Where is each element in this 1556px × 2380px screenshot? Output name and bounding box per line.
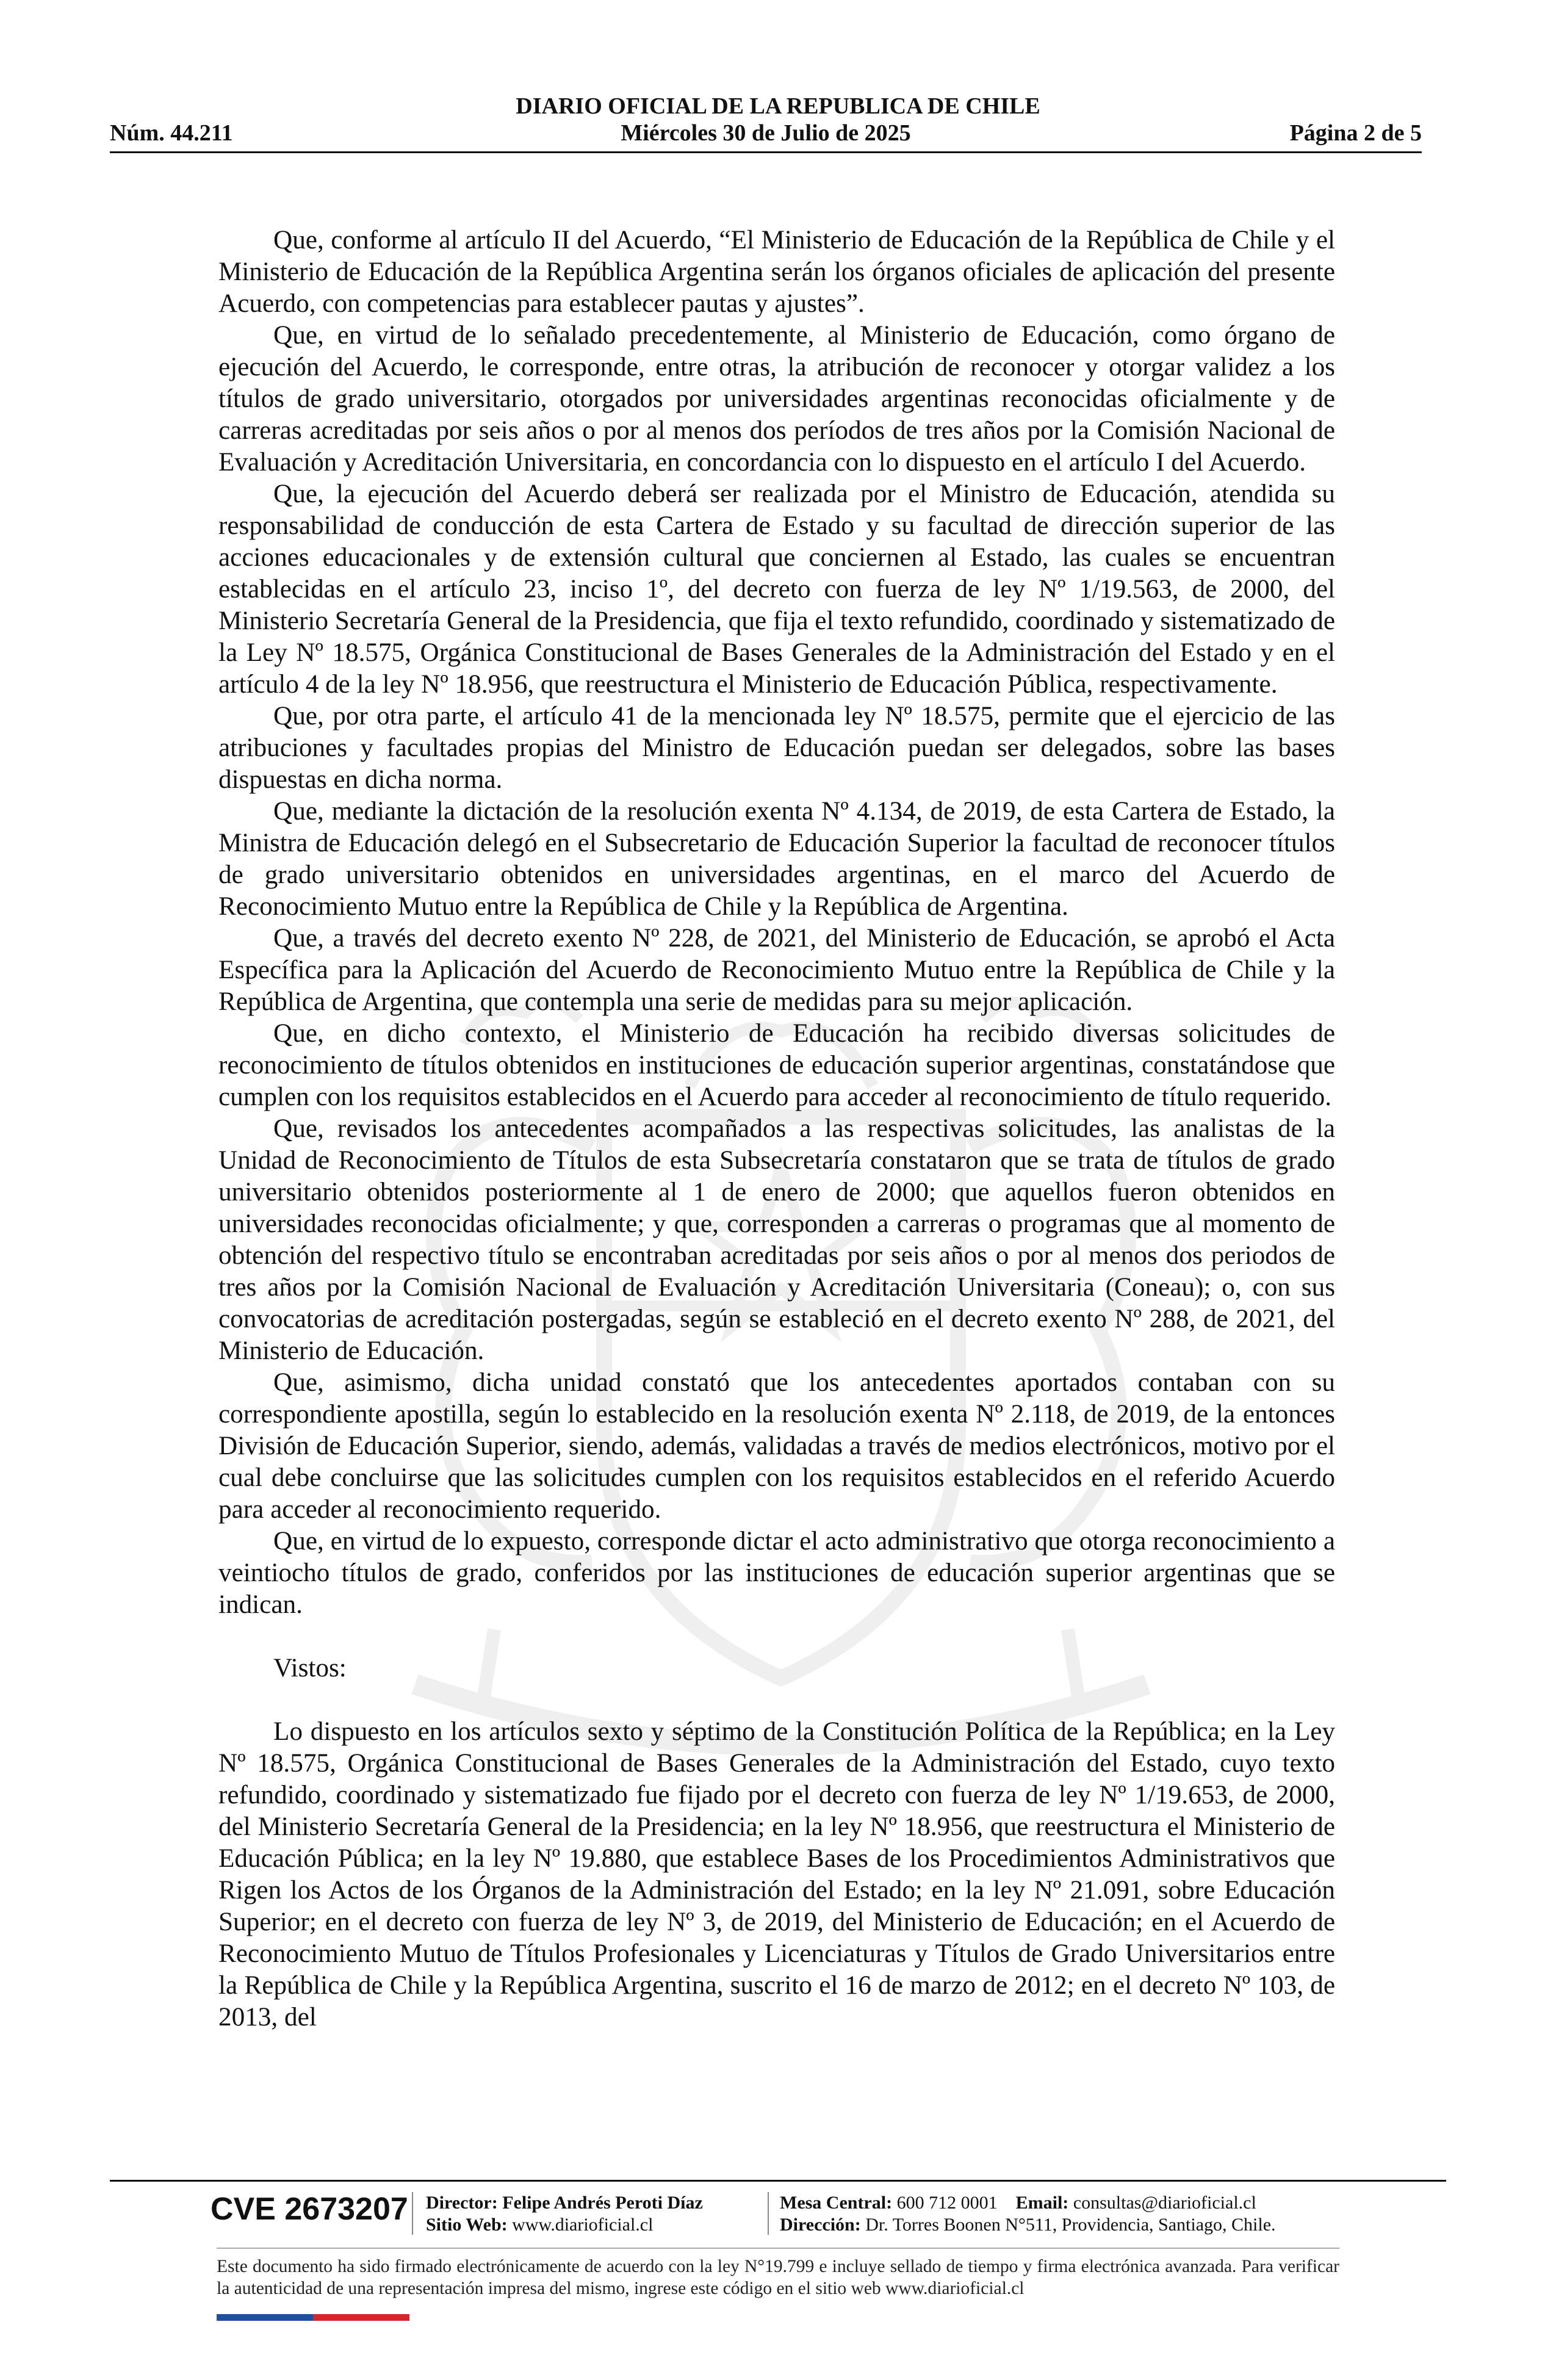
- paragraph: Que, mediante la dictación de la resolución exenta Nº 4.134, de 2019, de esta Cartera de Estado, la Ministra de Educación delegó en el Subsecretario de Educación Superior la facultad de reconocer títulos de grado universitario obtenidos en universidades argentinas, en el marco del Acuerdo de Reconocimiento Mutuo entre la República de Chile y la República de Argentina.: [218, 797, 1335, 921]
- footer-publisher-info: [426, 2192, 703, 2236]
- paragraph: Que, conforme al artículo II del Acuerdo, “El Ministerio de Educación de la República de Chile y el Ministerio de Educación de la República Argentina serán los órganos oficiales de aplicación del presente Acuerdo, con competencias para establecer pautas y ajustes”.: [218, 226, 1335, 318]
- issue-date: Miércoles 30 de Julio de 2025: [621, 120, 911, 146]
- footer-divider: [110, 2180, 1446, 2182]
- newspaper-title: DIARIO OFICIAL DE LA REPUBLICA DE CHILE: [516, 93, 1040, 119]
- paragraph: Que, por otra parte, el artículo 41 de la mencionada ley Nº 18.575, permite que el ejercicio de las atribuciones y facultades propias del Ministro de Educación puedan ser delegados, sobre las bases dispuestas en dicha norma.: [218, 702, 1335, 794]
- paragraph: Que, revisados los antecedentes acompañados a las respectivas solicitudes, las analistas de la Unidad de Reconocimiento de Títulos de esta Subsecretaría constataron que se trata de títulos de grado universitario obtenidos posteriormente al 1 de enero de 2000; que aquellos fueron obtenidos en universidades reconocidas oficialmente; y que, corresponden a carreras o programas que al momento de obtención del respectivo título se encontraban acreditadas por seis años o por al menos dos periodos de tres años por la Comisión Nacional de Evaluación y Acreditación Universitaria (Coneau); o, con sus convocatorias de acreditación postergadas, según se estableció en el decreto exento Nº 288, de 2021, del Ministerio de Educación.: [218, 1114, 1335, 1365]
- header-divider: [110, 151, 1422, 153]
- website-link[interactable]: www.diarioficial.cl: [512, 2215, 654, 2235]
- paragraph: Que, en dicho contexto, el Ministerio de Educación ha recibido diversas solicitudes de reconocimiento de títulos obtenidos en instituciones de educación superior argentinas, constatándose que cumplen con los requisitos establecidos en el Acuerdo para acceder al reconocimiento de título requerido.: [218, 1019, 1335, 1111]
- email-label: Email:: [1015, 2193, 1069, 2213]
- director-name: Felipe Andrés Peroti Díaz: [502, 2193, 703, 2213]
- flag-stripe-red: [313, 2314, 409, 2321]
- paragraph: Que, la ejecución del Acuerdo deberá ser realizada por el Ministro de Educación, atendida su responsabilidad de conducción de esta Cartera de Estado y su facultad de dirección superior de las acciones educacionales y de extensión cultural que conciernen al Estado, las cuales se encuentran establecidas en el artículo 23, inciso 1º, del decreto con fuerza de ley Nº 1/19.563, de 2000, del Ministerio Secretaría General de la Presidencia, que fija el texto refundido, coordinado y sistematizado de la Ley Nº 18.575, Orgánica Constitucional de Bases Generales de la Administración del Estado y en el artículo 4 de la ley Nº 18.956, que reestructura el Ministerio de Educación Pública, respectivamente.: [218, 480, 1336, 699]
- signature-note: Este documento ha sido firmado electrónicamente de acuerdo con la ley N°19.799 e incluye sellado de tiempo y firma electrónica avanzada. Para verificar la autenticidad de una representación impresa del mismo, ingrese este código en el sitio web www.diarioficial.cl: [217, 2257, 1339, 2298]
- director-label: Director:: [426, 2193, 498, 2213]
- flag-stripe-blue: [217, 2314, 313, 2321]
- website-label: Sitio Web:: [426, 2215, 508, 2235]
- email-link[interactable]: consultas@diarioficial.cl: [1073, 2193, 1256, 2213]
- page-indicator: Página 2 de 5: [1289, 120, 1422, 146]
- footer-separator: [412, 2192, 413, 2235]
- address-value: Dr. Torres Boonen N°511, Providencia, Santiago, Chile.: [865, 2215, 1276, 2235]
- header-row: [110, 120, 1422, 148]
- paragraph: Que, en virtud de lo expuesto, corresponde dictar el acto administrativo que otorga reconocimiento a veintiocho títulos de grado, conferidos por las instituciones de educación superior argentinas que se indican.: [218, 1527, 1335, 1619]
- document-body: [218, 225, 1335, 2033]
- phone-label: Mesa Central:: [780, 2193, 893, 2213]
- address-label: Dirección:: [780, 2215, 861, 2235]
- phone-number: 600 712 0001: [896, 2193, 998, 2213]
- paragraph: Que, en virtud de lo señalado precedentemente, al Ministerio de Educación, como órgano de ejecución del Acuerdo, le corresponde, entre otras, la atribución de reconocer y otorgar validez a los títulos de grado universitario, otorgados por universidades argentinas reconocidas oficialmente y de carreras acreditadas por seis años o por al menos dos períodos de tres años por la Comisión Nacional de Evaluación y Acreditación Universitaria, en concordancia con lo dispuesto en el artículo I del Acuerdo.: [218, 321, 1335, 477]
- cve-code: CVE 2673207: [211, 2191, 408, 2227]
- paragraph: Que, asimismo, dicha unidad constató que los antecedentes aportados contaban con su correspondiente apostilla, según lo establecido en la resolución exenta Nº 2.118, de 2019, de la entonces División de Educación Superior, siendo, además, validadas a través de medios electrónicos, motivo por el cual debe concluirse que las solicitudes cumplen con los requisitos establecidos en el referido Acuerdo para acceder al reconocimiento requerido.: [218, 1368, 1335, 1524]
- footer-contact-info: [780, 2192, 1276, 2236]
- vistos-paragraph: Lo dispuesto en los artículos sexto y séptimo de la Constitución Política de la República; en la Ley Nº 18.575, Orgánica Constitucional de Bases Generales de la Administración del Estado, cuyo texto refundido, coordinado y sistematizado fue fijado por el decreto con fuerza de ley Nº 1/19.653, de 2000, del Ministerio Secretaría General de la Presidencia; en la ley Nº 18.956, que reestructura el Ministerio de Educación Pública; en la ley Nº 19.880, que establece Bases de los Procedimientos Administrativos que Rigen los Actos de los Órganos de la Administración del Estado; en la ley Nº 21.091, sobre Educación Superior; en el decreto con fuerza de ley Nº 3, de 2019, del Ministerio de Educación; en el Acuerdo de Reconocimiento Mutuo de Títulos Profesionales y Licenciaturas y Títulos de Grado Universitarios entre la República de Chile y la República Argentina, suscrito el 16 de marzo de 2012; en el decreto Nº 103, de 2013, del: [218, 1717, 1335, 2032]
- paragraph: Que, a través del decreto exento Nº 228, de 2021, del Ministerio de Educación, se aprobó el Acta Específica para la Aplicación del Acuerdo de Reconocimiento Mutuo entre la República de Chile y la República de Argentina, que contempla una serie de medidas para su mejor aplicación.: [218, 924, 1335, 1016]
- issue-number: Núm. 44.211: [110, 120, 233, 146]
- footer-separator: [768, 2192, 769, 2235]
- footer-note-divider: [217, 2248, 1339, 2249]
- vistos-heading: Vistos:: [273, 1654, 347, 1682]
